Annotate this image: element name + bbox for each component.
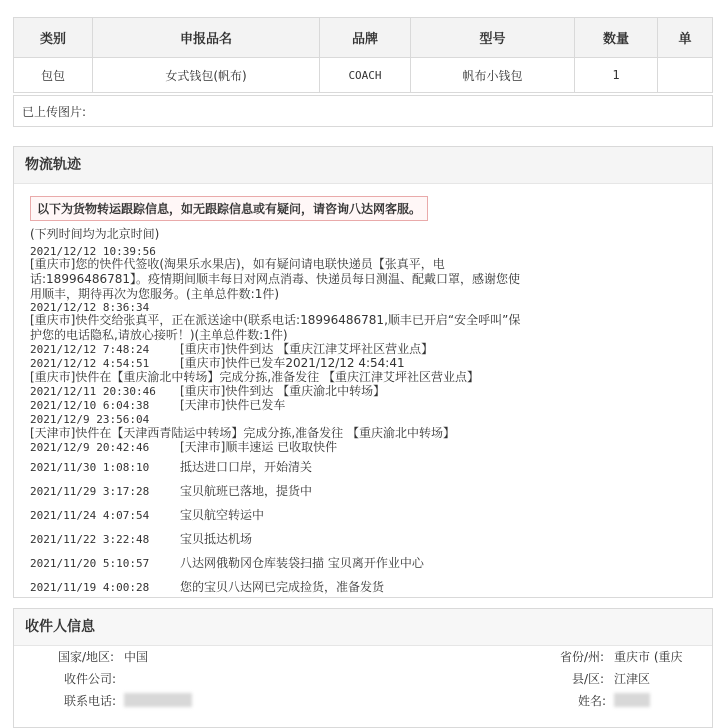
county-value: 江津区 <box>614 672 651 686</box>
col-header-name: 申报品名 <box>93 18 320 58</box>
track-text: [重庆市]快件在【重庆渝北中转场】完成分拣,准备发往 【重庆江津艾坪社区营业点】 <box>30 370 479 384</box>
col-header-model: 型号 <box>411 18 575 58</box>
product-table-header <box>14 18 713 58</box>
col-header-price: 单 <box>658 18 713 58</box>
track-line: 2021/12/10 6:04:38 [天津市]快件已发车 <box>30 398 286 412</box>
county-label: 县/区: <box>572 672 605 686</box>
uploaded-images-row <box>13 95 713 127</box>
track-time: 2021/12/12 10:39:56 <box>30 245 156 258</box>
product-table <box>13 17 713 93</box>
name-label: 姓名: <box>578 694 607 708</box>
timezone-note: (下列时间均为北京时间) <box>30 227 160 241</box>
country-value: 中国 <box>124 650 149 664</box>
col-header-brand: 品牌 <box>320 18 411 58</box>
track-line: 2021/11/22 3:22:48 宝贝抵达机场 <box>30 532 253 546</box>
track-line: 2021/11/30 1:08:10 抵达进口口岸，开始清关 <box>30 460 313 474</box>
track-line: 2021/12/11 20:30:46 [重庆市]快件到达 【重庆渝北中转场】 <box>30 384 386 398</box>
cell-qty: 1 <box>575 58 658 93</box>
track-text: [重庆市]您的快件代签收(淘果乐水果店)，如有疑问请电联快递员【张真平，电话:18996486781】。疫情期间顺丰每日对网点消毒、快递员每日测温、配戴口罩，感谢您使用顺丰，期待再次为您服务。(主单总件数:1件) <box>30 257 521 301</box>
track-line: 2021/11/20 5:10:57 八达网俄勒冈仓库装袋扫描 宝贝离开作业中心 <box>30 556 424 570</box>
logistics-notice: 以下为货物转运跟踪信息，如无跟踪信息或有疑问，请咨询八达网客服。 <box>30 196 428 221</box>
logistics-title: 物流轨迹 <box>14 147 712 184</box>
track-line: 2021/12/12 7:48:24 [重庆市]快件到达 【重庆江津艾坪社区营业点】 <box>30 342 434 356</box>
phone-value-redacted <box>124 692 192 707</box>
track-time: 2021/12/12 8:36:34 <box>30 301 150 314</box>
country-label: 国家/地区: <box>58 650 115 664</box>
col-header-qty: 数量 <box>575 18 658 58</box>
track-line: 2021/11/19 4:00:28 您的宝贝八达网已完成捡货，准备发货 <box>30 580 385 594</box>
col-header-category: 类别 <box>14 18 93 58</box>
province-value: 重庆市 (重庆 <box>614 650 683 664</box>
cell-price <box>658 58 713 93</box>
receiver-title: 收件人信息 <box>14 609 712 646</box>
cell-model: 帆布小钱包 <box>411 58 575 93</box>
receiver-panel <box>13 608 713 728</box>
track-time: 2021/12/9 23:56:04 <box>30 413 150 426</box>
uploaded-images-label: 已上传图片: <box>22 105 87 119</box>
cell-brand: COACH <box>320 58 411 93</box>
track-line: 2021/11/29 3:17:28 宝贝航班已落地，提货中 <box>30 484 313 498</box>
track-line: 2021/11/24 4:07:54 宝贝航空转运中 <box>30 508 265 522</box>
province-label: 省份/州: <box>560 650 605 664</box>
phone-label: 联系电话: <box>64 694 117 708</box>
table-row <box>14 58 713 93</box>
track-text: [重庆市]快件交给张真平，正在派送途中(联系电话:18996486781,顺丰已开启“安全呼叫”保护您的电话隐私,请放心接听！)(主单总件数:1件) <box>30 313 521 342</box>
cell-category: 包包 <box>14 58 93 93</box>
name-value-redacted <box>614 692 650 707</box>
track-line: 2021/12/12 4:54:51 [重庆市]快件已发车2021/12/12 4:54:41 <box>30 356 405 370</box>
company-label: 收件公司: <box>64 672 117 686</box>
logistics-panel <box>13 146 713 598</box>
track-text: [天津市]快件在【天津西青陆运中转场】完成分拣,准备发往 【重庆渝北中转场】 <box>30 426 455 440</box>
cell-name: 女式钱包(帆布) <box>93 58 320 93</box>
track-line: 2021/12/9 20:42:46 [天津市]顺丰速运 已收取快件 <box>30 440 338 454</box>
